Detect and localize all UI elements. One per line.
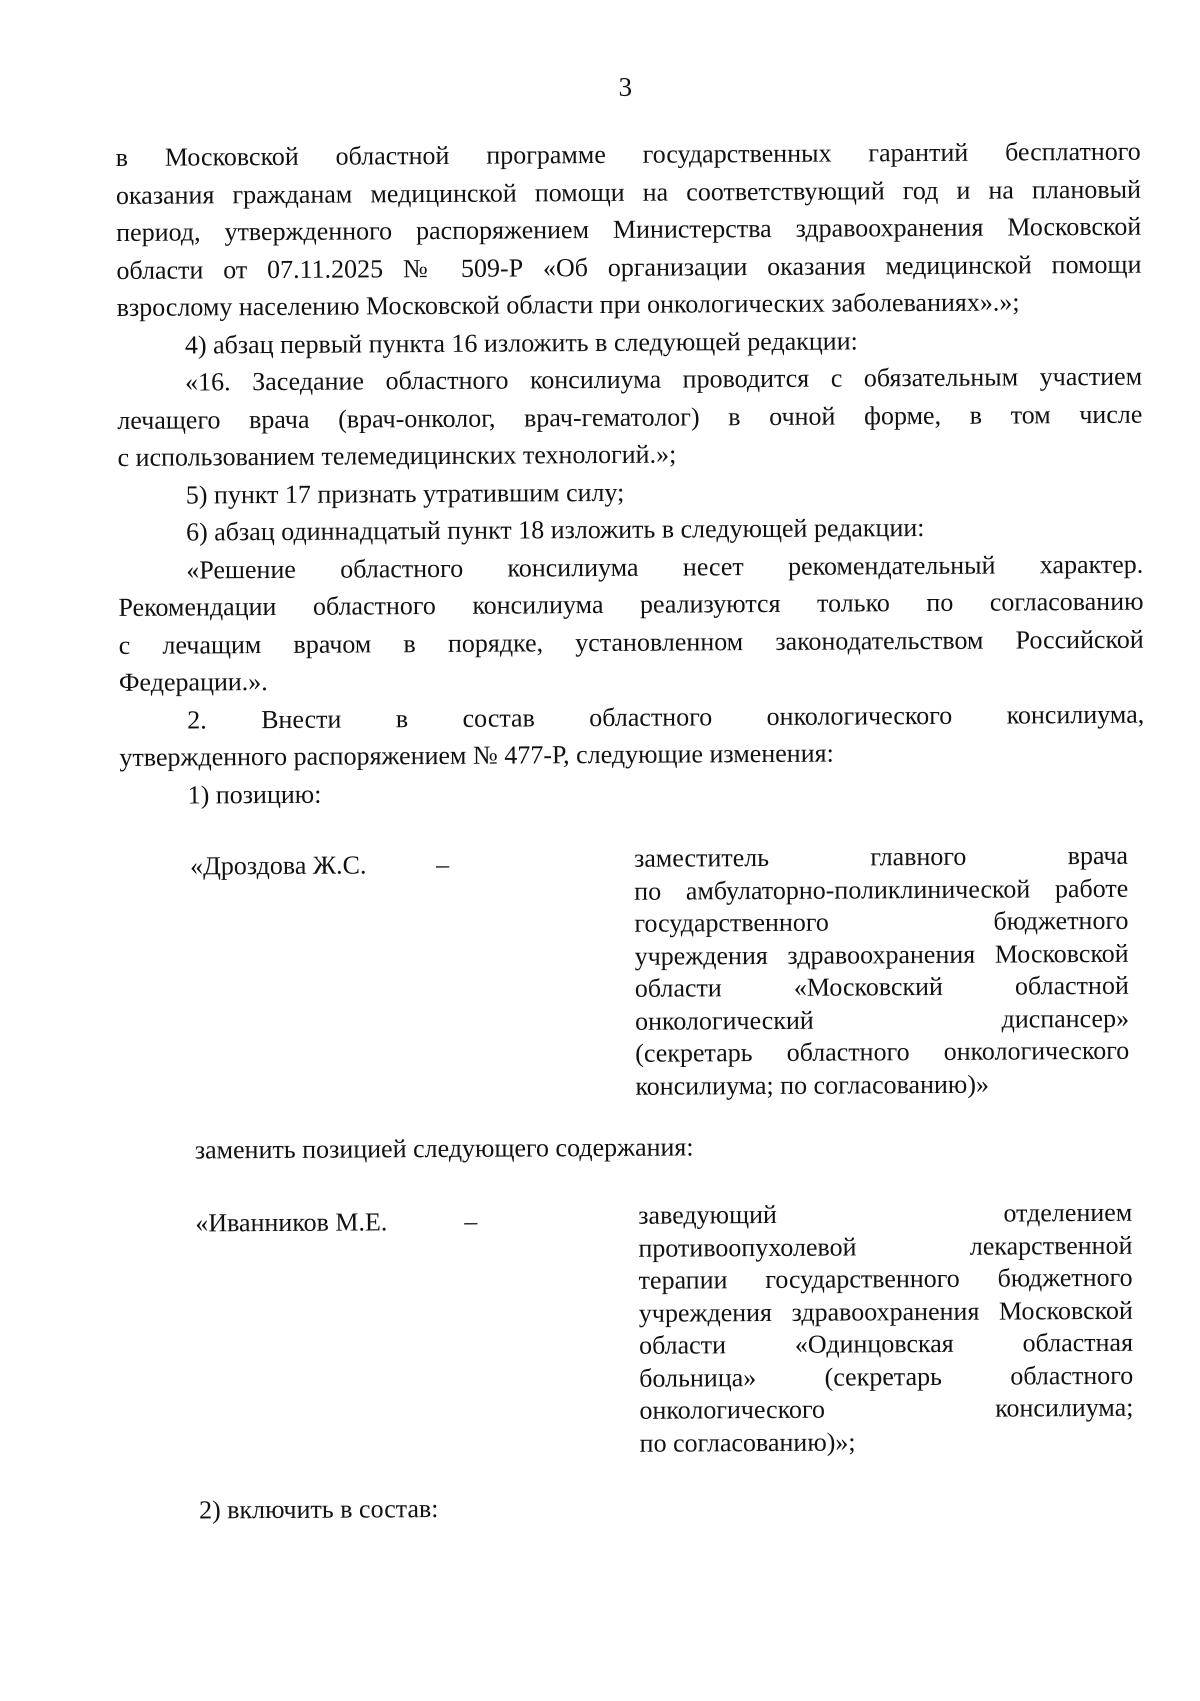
text-line: утвержденного распоряжением № 477-Р, следующие изменения: [119,738,834,772]
text-line: 2. Внести в состав областного онкологического консилиума, [187,699,1145,735]
text-line: области от 07.11.2025 № 509-Р «Об организации оказания медицинской помощи [116,249,1142,285]
replace-instruction: заменить позицией следующего содержания: [194,1132,694,1165]
member-name: «Иванников М.Е. [195,1207,388,1238]
member-position [638,1197,1134,1460]
text-line: 4) абзац первый пункта 16 изложить в следующей редакции: [184,325,858,360]
text-line: взрослому населению Московской области при онкологических заболеваниях».»; [116,287,1020,322]
text-line: «Решение областного консилиума несет рекомендательный характер. [186,549,1144,585]
text-line: «16. Заседание областного консилиума проводится с обязательным участием [185,361,1143,397]
text-line: лечащего врача (врач-онколог, врач-гематолог) в очной форме, в том числе [117,399,1143,435]
dash-separator: – [464,1206,478,1236]
text-line: заведующий отделением [638,1197,1133,1230]
text-line: государственного бюджетного [634,905,1129,938]
text-line: терапии государственного бюджетного [638,1262,1133,1295]
text-line: онкологического консилиума; [639,1392,1134,1425]
text-line: в Московской областной программе государственных гарантий бесплатного [115,136,1141,172]
text-line: учреждения здравоохранения Московской [638,1295,1133,1328]
include-instruction: 2) включить в состав: [198,1493,439,1525]
text-line: оказания гражданам медицинской помощи на соответствующий год и на плановый [115,174,1142,210]
text-line: по амбулаторно-поликлинической работе [634,873,1129,906]
member-name: «Дроздова Ж.С. [190,850,367,881]
text-line: с лечащим врачом в порядке, установленном законодательством Российской [118,624,1144,660]
text-line: области «Одинцовская областная [638,1327,1134,1360]
text-line: 5) пункт 17 признать утратившим силу; [185,477,625,510]
text-line: противоопухолевой лекарственной [638,1230,1133,1263]
text-line: с использованием телемедицинских технологий.»; [117,439,677,472]
text-line: Рекомендации областного консилиума реализуются только по согласованию [118,586,1144,622]
text-line: 6) абзац одиннадцатый пункт 18 изложить в следующей редакции: [185,513,925,547]
text-line: заместитель главного врача [633,840,1129,873]
text-line: консилиума; по согласованию)» [635,1069,990,1101]
text-line: (секретарь областного онкологического [635,1035,1130,1068]
dash-separator: – [435,849,450,880]
text-line: больница» (секретарь областного [639,1360,1134,1393]
text-line: учреждения здравоохранения Московской [634,938,1129,971]
text-line: Федерации.». [118,667,268,697]
text-line: онкологический диспансер» [634,1003,1130,1036]
text-line: 1) позицию: [187,779,322,810]
text-line: области «Московский областной [634,970,1129,1003]
text-line: по согласованию)»; [639,1426,856,1458]
page-number: 3 [618,71,633,102]
text-line: период, утвержденного распоряжением Министерства здравоохранения Московской [116,211,1142,247]
